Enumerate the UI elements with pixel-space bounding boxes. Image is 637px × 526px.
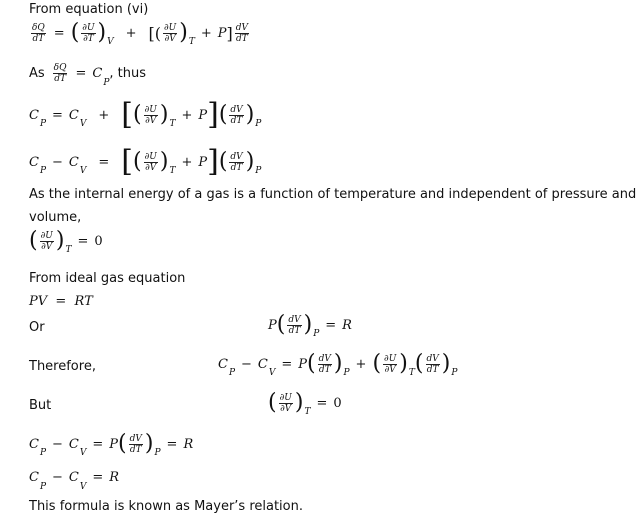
fraction-dq-dt: $\frac{\delta Q}{dT}$ xyxy=(32,22,45,44)
mayer-relation-text: This formula is known as Mayer’s relation. xyxy=(29,499,303,514)
du-dv-zero-2: ( $\frac{\partial U}{\partial V}$ ) T = 0 xyxy=(268,390,342,417)
cp-equation: C P = C V + [ ( $\frac{\partial U}{\partial V}$ ) T + P ] ( $\frac{dV}{dT}$ ) P xyxy=(29,97,262,132)
mayer-equation: C P − C V = R xyxy=(29,470,120,492)
or-equation: P ( $\frac{dV}{dT}$ ) P = R xyxy=(268,312,352,339)
from-equation-text: From equation (vi) xyxy=(29,2,149,17)
as-cp-line: As $\frac{\delta Q}{dT}$ = C P , thus xyxy=(29,63,147,88)
but-text: But xyxy=(29,398,52,413)
equation-vi: $\frac{\delta Q}{dT}$ = ( $\frac{\partial U}{\partial T}$ ) V + [( $\frac{\partial U}{\partial V}$ ) T + P ] $\frac{dV}{dT}$ xyxy=(32,20,249,47)
cp-minus-cv-equation: C P − C V = [ ( $\frac{\partial U}{\partial V}$ ) T + P ] ( $\frac{dV}{dT}$ ) P xyxy=(29,144,262,179)
du-dv-zero-1: ( $\frac{\partial U}{\partial V}$ ) T = 0 xyxy=(29,228,103,255)
volume-text: volume, xyxy=(29,210,82,225)
internal-energy-text: As the internal energy of a gas is a function of temperature and independent of pressure and xyxy=(29,187,637,202)
or-text: Or xyxy=(29,320,45,335)
therefore-text: Therefore, xyxy=(29,359,96,374)
therefore-equation: C P − C V = P ( $\frac{dV}{dT}$ ) P + ( $\frac{\partial U}{\partial V}$ ) T ( $\frac{dV}{dT}$ ) P xyxy=(218,351,458,378)
cp-cv-pr-equation: C P − C V = P ( $\frac{dV}{dT}$ ) P = R xyxy=(29,431,194,458)
ideal-gas-equation: PV = RT xyxy=(29,294,93,309)
from-ideal-gas-text: From ideal gas equation xyxy=(29,271,186,286)
